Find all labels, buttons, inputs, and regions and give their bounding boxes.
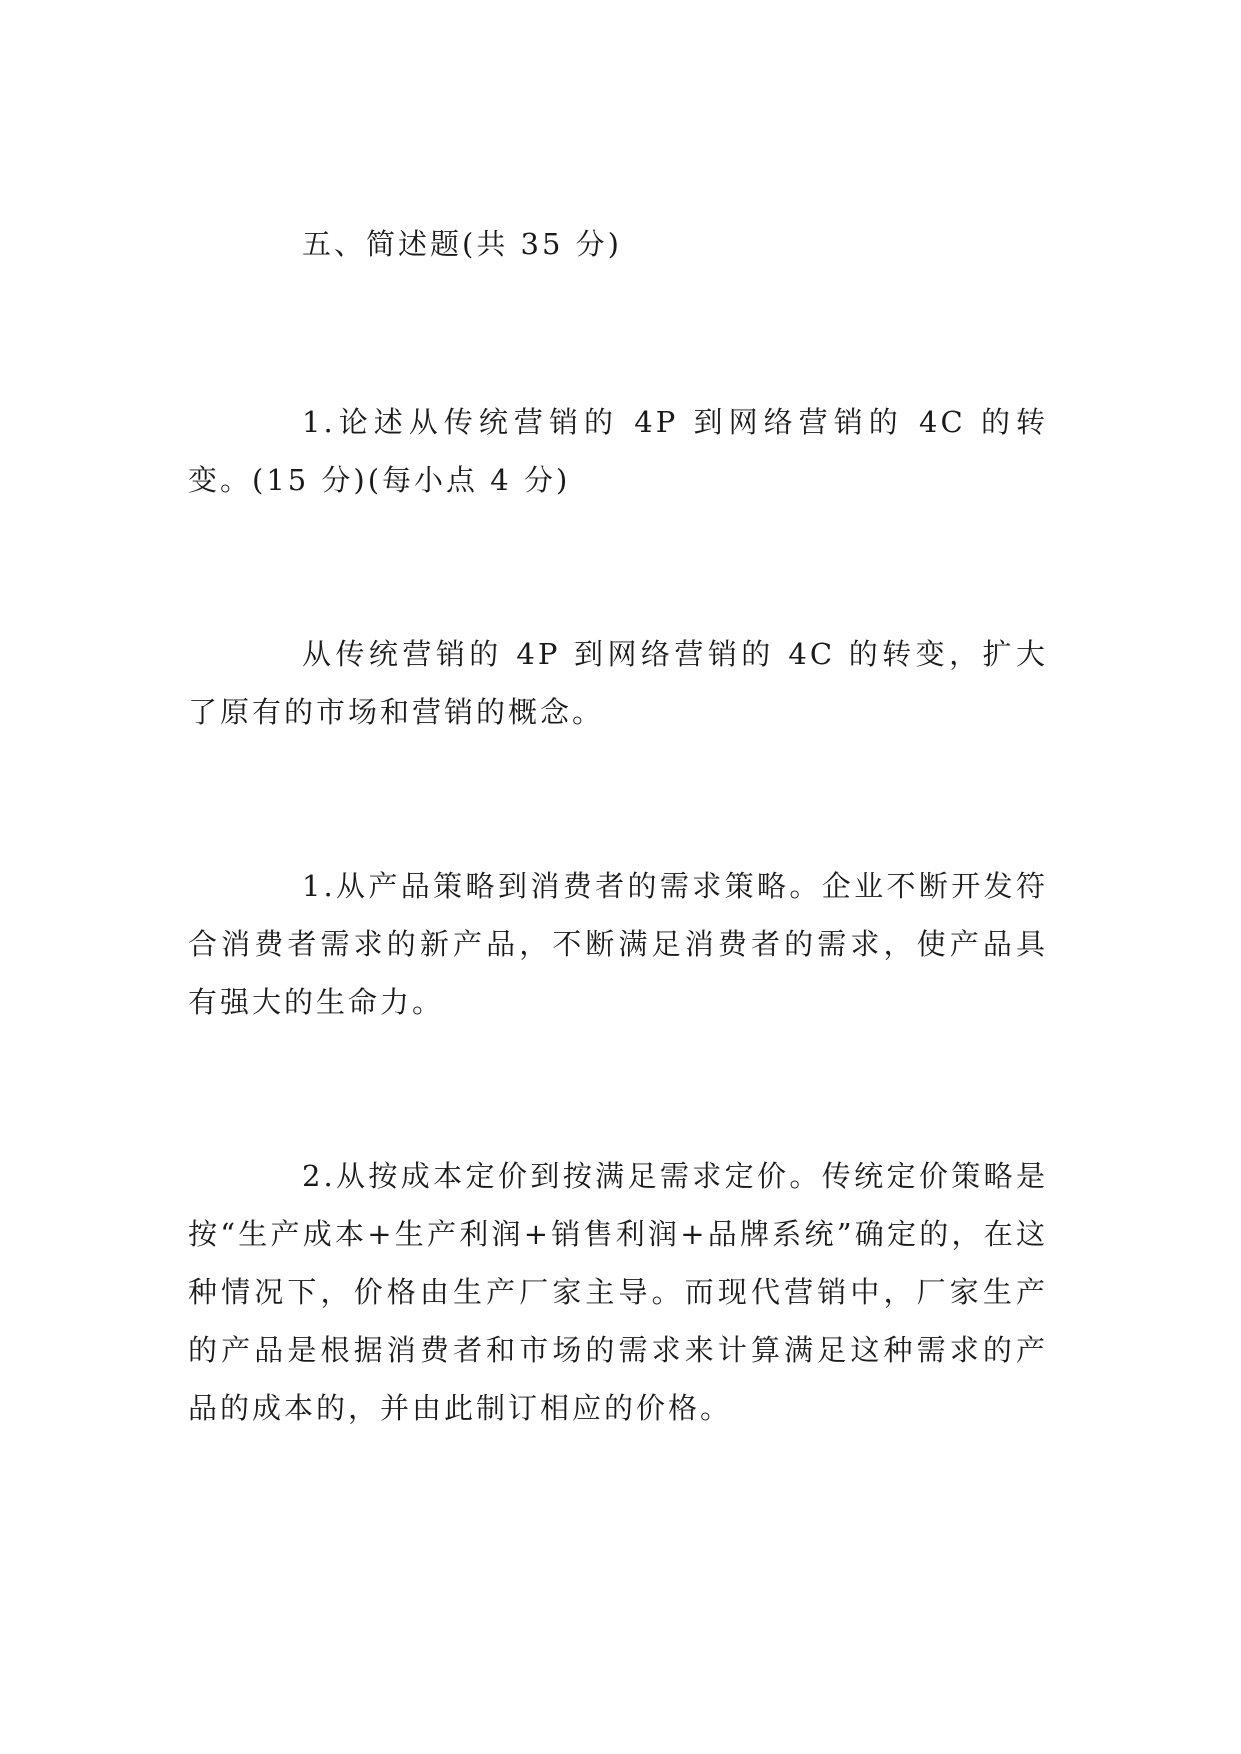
- section-heading: 五、简述题(共 35 分): [302, 227, 622, 261]
- answer-point-2: 2.从按成本定价到按满足需求定价。传统定价策略是按“生产成本+生产利润+销售利润+品牌系统”确定的，在这种情况下，价格由生产厂家主导。而现代营销中，厂家生产的产品是根据消费者和市场的需求来计算满足这种需求的产品的成本的，并由此制订相应的价格。: [188, 1159, 1048, 1425]
- question-1: 1.论述从传统营销的 4P 到网络营销的 4C 的转变。(15 分)(每小点 4 分): [188, 405, 1048, 497]
- answer-intro-paragraph: 从传统营销的 4P 到网络营销的 4C 的转变，扩大了原有的市场和营销的概念。: [188, 637, 1048, 729]
- answer-point-1: 1.从产品策略到消费者的需求策略。企业不断开发符合消费者需求的新产品，不断满足消费者的需求，使产品具有强大的生命力。: [188, 869, 1048, 1019]
